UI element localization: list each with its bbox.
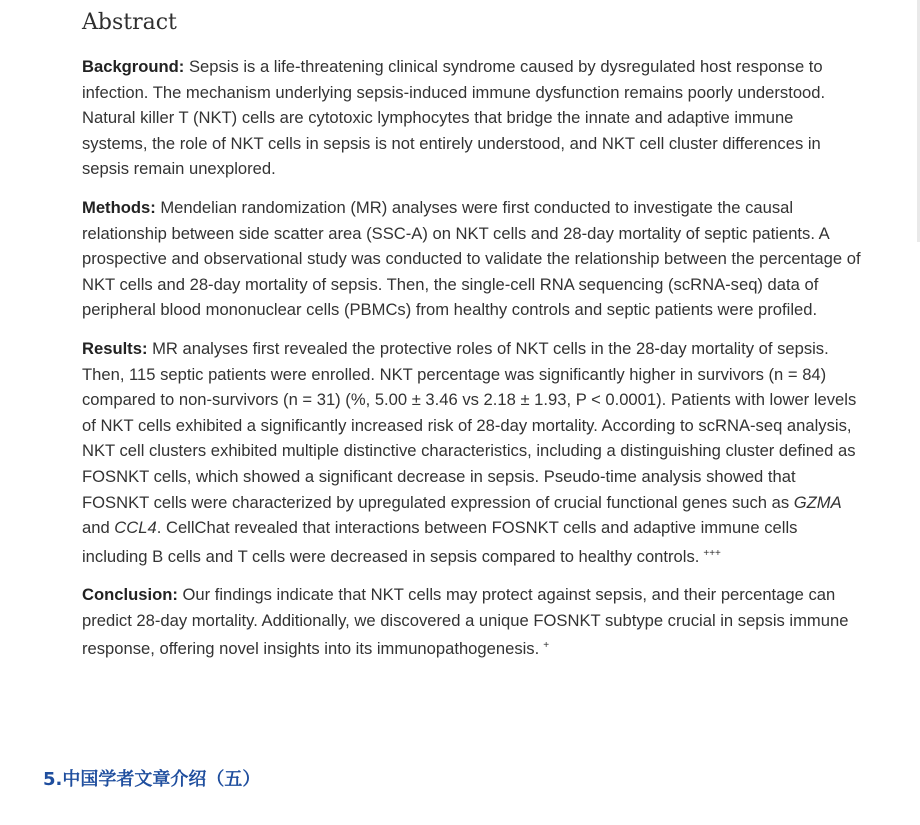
results-marker: +++ [703,547,721,559]
gene-ccl4: CCL4 [114,518,157,538]
methods-label: Methods: [82,197,156,217]
conclusion-paragraph [82,582,862,662]
results-text-between: and [82,518,115,538]
results-label: Results: [82,338,148,358]
background-text: Sepsis is a life-threatening clinical syndrome caused by dysregulated host response to infection. The mechanism underlying sepsis-induced immune dysfunction remains poorly understood. Natural killer T (NKT) cells are cytotoxic lymphocytes that bridge the innate and adaptive immune systems, the role of NKT cells in sepsis is not entirely understood, and NKT cell cluster differences in sepsis remain unexplored. [82,57,826,179]
methods-text: Mendelian randomization (MR) analyses were first conducted to investigate the causal relationship between side scatter area (SSC-A) on NKT cells and 28-day mortality of septic patients. A prospective and observational study was conducted to validate the relationship between the percentage of NKT cells and 28-day mortality of sepsis. Then, the single-cell RNA sequencing (scRNA-seq) data of peripheral blood mononuclear cells (PBMCs) from healthy controls and septic patients were profiled. [82,197,861,320]
background-paragraph [82,54,862,182]
background-label: Background: [82,57,185,76]
methods-paragraph [82,195,862,323]
conclusion-text: Our findings indicate that NKT cells may protect against sepsis, and their percentage can predict 28-day mortality. Additionally, we discovered a unique FOSNKT subtype crucial in sepsis immune response, offering novel insights into its immunopathogenesis. [82,585,849,659]
section-heading: 5.中国学者文章介绍（五） [43,769,261,790]
results-text: MR analyses first revealed the protective roles of NKT cells in the 28-day mortality of sepsis. Then, 115 septic patients were enrolled. NKT percentage was significantly higher in survivors (n = 84) compared to non-survivors (n = 31) (%, 5.00 ± 3.46 vs 2.18 ± 1.93, P < 0.0001). Patients with lower levels of NKT cells exhibited a significantly increased risk of 28-day mortality. According to scRNA-seq analysis, NKT cell clusters exhibited multiple distinctive characteristics, including a distinguishing cluster defined as FOSNKT cells, which showed a significant decrease in sepsis. Pseudo-time analysis showed that FOSNKT cells were characterized by upregulated expression of crucial functional genes such as [82,338,857,512]
abstract-section [82,8,862,675]
gene-gzma: GZMA [793,492,842,512]
conclusion-label: Conclusion: [82,585,178,605]
results-paragraph [82,336,862,569]
conclusion-marker: + [543,640,550,652]
abstract-title: Abstract [82,10,177,35]
results-text-end: . CellChat revealed that interactions between FOSNKT cells and adaptive immune cells including B cells and T cells were decreased in sepsis compared to healthy controls. [82,518,798,566]
